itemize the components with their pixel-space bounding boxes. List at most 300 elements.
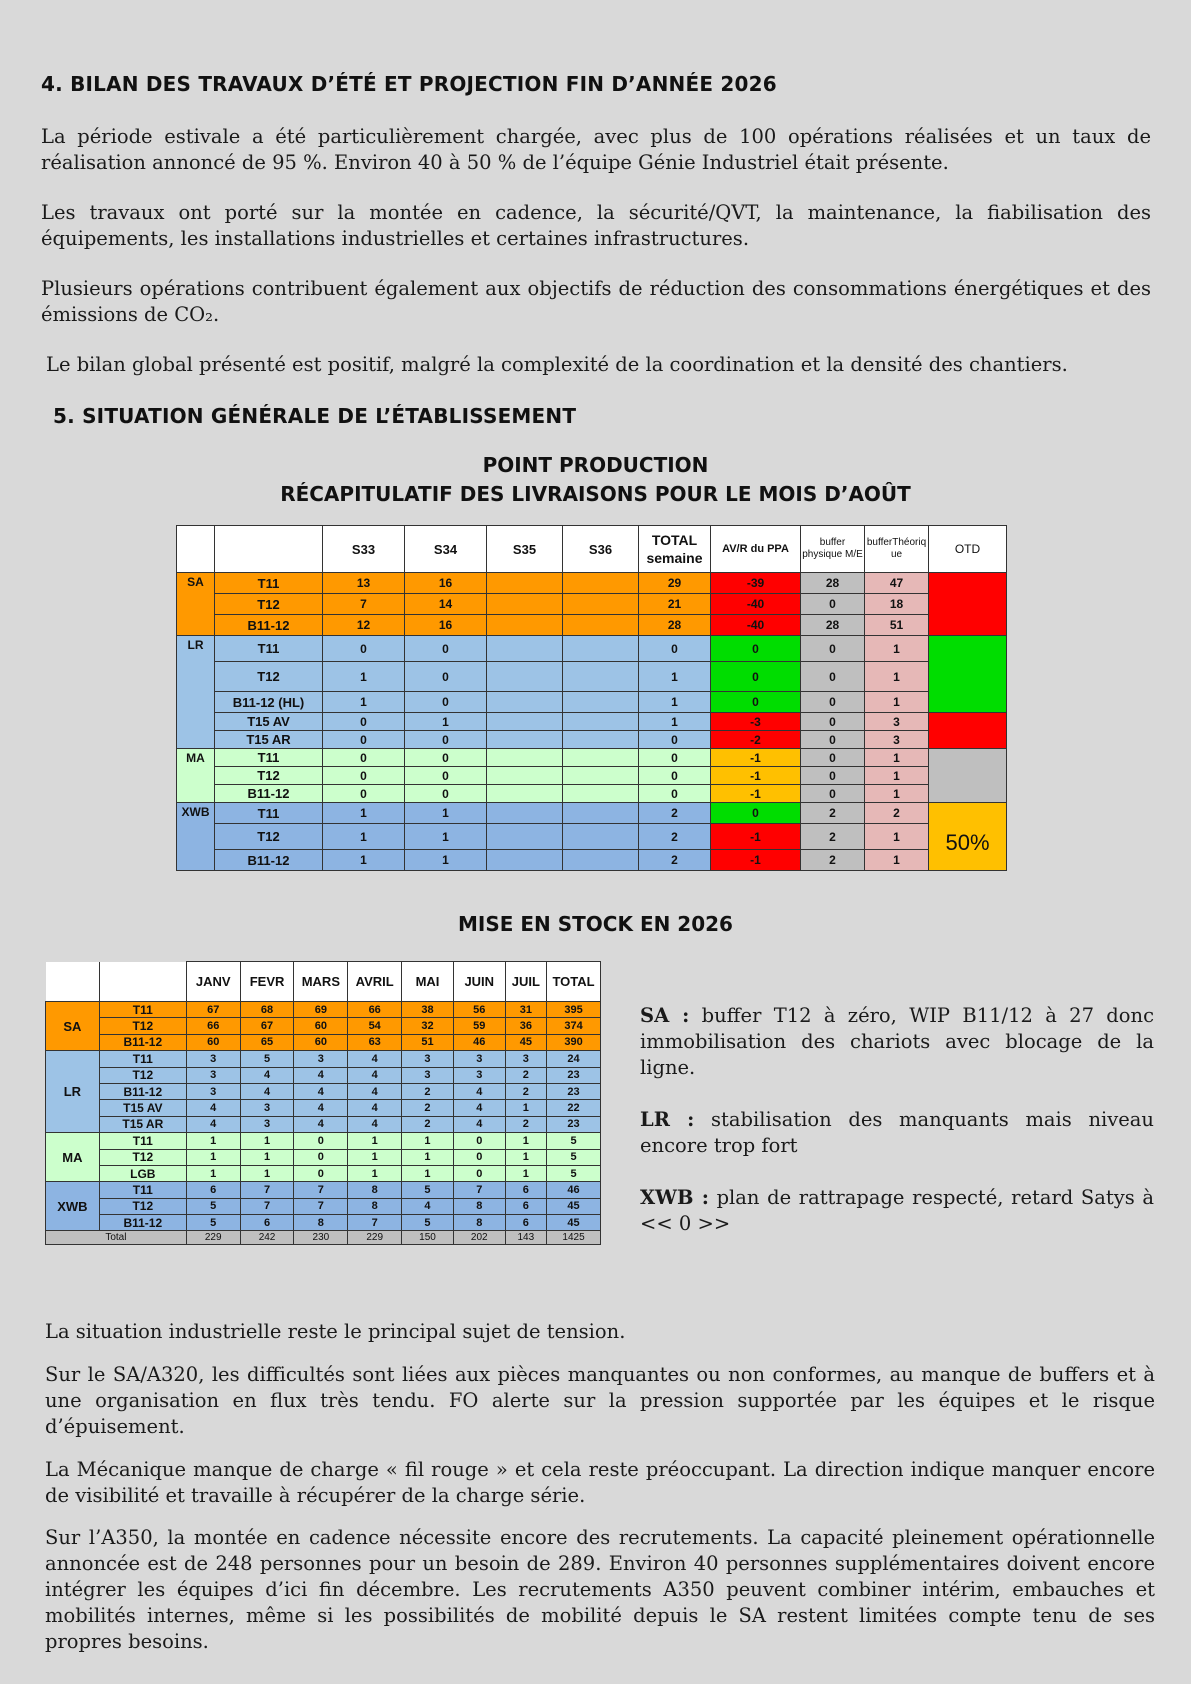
paragraph: Sur l’A350, la montée en cadence nécessite encore des recrutements. La capacité pleinement opérationnelle annoncée est de 248 personnes pour un besoin de 289. Environ 40 personnes supplémentaires doivent encore intégrer les équipes d’ici fin décembre. Les recrutements A350 peuvent combiner intérim, embauches et mobilités internes, même si les possibilités de mobilité depuis le SA restent limitées compte tenu de ses propres besoins. (45, 1526, 1155, 1653)
data-cell (563, 713, 639, 731)
otd-cell (929, 636, 1007, 713)
data-cell: 0 (711, 803, 801, 824)
data-cell: 4 (348, 1051, 402, 1067)
data-cell: 1 (323, 824, 405, 850)
data-cell: 2 (505, 1067, 546, 1083)
data-cell: 5 (186, 1215, 240, 1231)
data-cell: 4 (294, 1083, 348, 1099)
data-cell: 46 (453, 1034, 505, 1050)
row-label: T15 AR (99, 1116, 186, 1132)
paragraph: La Mécanique manque de charge « fil rouge » et cela reste préoccupant. La direction indique manquer encore de visibilité et travaille à récupérer de la charge série. (45, 1458, 1155, 1507)
data-cell: 4 (348, 1100, 402, 1116)
data-cell: 0 (801, 713, 865, 731)
data-cell: 1 (186, 1133, 240, 1149)
data-cell: 5 (402, 1215, 454, 1231)
data-cell: 1 (348, 1149, 402, 1165)
table-row (177, 850, 1007, 871)
data-cell: 0 (323, 767, 405, 785)
data-cell: 0 (639, 785, 711, 803)
total-row (46, 1231, 601, 1245)
side-note-label: XWB : (640, 1186, 709, 1209)
data-cell: 23 (547, 1116, 601, 1132)
data-cell: 0 (453, 1165, 505, 1181)
data-cell: 4 (186, 1116, 240, 1132)
data-cell: 66 (186, 1018, 240, 1034)
data-cell: 7 (240, 1198, 294, 1214)
data-cell (487, 785, 563, 803)
table-row (177, 803, 1007, 824)
table-row (177, 573, 1007, 594)
paragraph: Les travaux ont porté sur la montée en cadence, la sécurité/QVT, la maintenance, la fiabilisation des équipements, les installations industrielles et certaines infrastructures. (41, 201, 1151, 250)
data-cell: 0 (323, 713, 405, 731)
data-cell: 6 (505, 1198, 546, 1214)
data-cell: 2 (801, 850, 865, 871)
header-cell: S34 (405, 526, 487, 573)
data-cell (487, 636, 563, 662)
data-cell: 4 (348, 1083, 402, 1099)
table-row (46, 1133, 601, 1149)
data-cell: 6 (505, 1182, 546, 1198)
production-title: POINT PRODUCTION (482, 453, 709, 477)
header-blank (46, 962, 100, 1002)
data-cell: 0 (711, 662, 801, 692)
data-cell (563, 749, 639, 767)
row-label: T12 (215, 594, 323, 615)
table-row (46, 1182, 601, 1198)
data-cell (563, 594, 639, 615)
data-cell: 0 (323, 731, 405, 749)
total-cell: 229 (186, 1231, 240, 1245)
table-row (46, 1116, 601, 1132)
data-cell: 8 (348, 1198, 402, 1214)
data-cell: 1 (323, 662, 405, 692)
data-cell: 6 (186, 1182, 240, 1198)
data-cell: 1 (505, 1149, 546, 1165)
row-label: T12 (99, 1018, 186, 1034)
data-cell: 1 (323, 850, 405, 871)
header-cell: buffer physique M/E (801, 526, 865, 573)
row-label: T11 (215, 749, 323, 767)
header-cell: MARS (294, 962, 348, 1002)
data-cell: 0 (801, 662, 865, 692)
data-cell (563, 573, 639, 594)
data-cell: 45 (505, 1034, 546, 1050)
data-cell (563, 850, 639, 871)
data-cell: 6 (505, 1215, 546, 1231)
row-label: T12 (215, 767, 323, 785)
data-cell: 0 (453, 1149, 505, 1165)
data-cell: 32 (402, 1018, 454, 1034)
data-cell (487, 594, 563, 615)
data-cell: 7 (294, 1198, 348, 1214)
data-cell: 1 (405, 824, 487, 850)
data-cell: 0 (639, 731, 711, 749)
row-label: T15 AV (215, 713, 323, 731)
data-cell: 3 (453, 1067, 505, 1083)
data-cell: 51 (865, 615, 929, 636)
data-cell: 51 (402, 1034, 454, 1050)
data-cell: 2 (639, 803, 711, 824)
data-cell: 1 (402, 1165, 454, 1181)
data-cell: 56 (453, 1002, 505, 1018)
row-label: T11 (215, 803, 323, 824)
row-label: B11-12 (215, 615, 323, 636)
paragraph: Le bilan global présenté est positif, malgré la complexité de la coordination et la densité des chantiers. (46, 353, 1068, 376)
data-cell: 5 (402, 1182, 454, 1198)
data-cell: -39 (711, 573, 801, 594)
data-cell: 54 (348, 1018, 402, 1034)
header-cell: bufferThéorique (865, 526, 929, 573)
data-cell: 4 (294, 1116, 348, 1132)
table-row (46, 1083, 601, 1099)
data-cell: 4 (348, 1116, 402, 1132)
data-cell: 0 (405, 785, 487, 803)
data-cell: 1 (639, 713, 711, 731)
data-cell: 0 (405, 662, 487, 692)
data-cell: 2 (402, 1100, 454, 1116)
data-cell: 36 (505, 1018, 546, 1034)
data-cell: 67 (240, 1018, 294, 1034)
side-notes (640, 1003, 1154, 1263)
data-cell (487, 615, 563, 636)
row-label: T11 (215, 573, 323, 594)
data-cell: 3 (186, 1083, 240, 1099)
data-cell: -3 (711, 713, 801, 731)
data-cell: 0 (711, 636, 801, 662)
table-row (46, 1165, 601, 1181)
data-cell: 18 (865, 594, 929, 615)
group-label: XWB (46, 1182, 100, 1231)
data-cell: 59 (453, 1018, 505, 1034)
data-cell: 28 (639, 615, 711, 636)
row-label: T12 (215, 824, 323, 850)
data-cell: 3 (402, 1067, 454, 1083)
table-row (177, 615, 1007, 636)
data-cell: 1 (865, 850, 929, 871)
data-cell: 2 (505, 1116, 546, 1132)
data-cell: 1 (240, 1149, 294, 1165)
data-cell (487, 731, 563, 749)
data-cell: 1 (505, 1165, 546, 1181)
data-cell: 1 (505, 1100, 546, 1116)
data-cell: 1 (323, 803, 405, 824)
table-row (177, 713, 1007, 731)
data-cell: 4 (240, 1083, 294, 1099)
paragraph: La situation industrielle reste le principal sujet de tension. (45, 1320, 626, 1343)
data-cell: 2 (639, 850, 711, 871)
data-cell: 0 (405, 767, 487, 785)
data-cell: 60 (186, 1034, 240, 1050)
data-cell: 1 (865, 767, 929, 785)
header-cell: AV/R du PPA (711, 526, 801, 573)
data-cell: 45 (547, 1215, 601, 1231)
data-cell: 7 (323, 594, 405, 615)
header-cell: S36 (563, 526, 639, 573)
table-row (177, 594, 1007, 615)
data-cell: 4 (240, 1067, 294, 1083)
data-cell: 0 (323, 749, 405, 767)
paragraph: Plusieurs opérations contribuent également aux objectifs de réduction des consommations énergétiques et des émissions de CO₂. (41, 277, 1151, 326)
data-cell (563, 767, 639, 785)
data-cell: 0 (294, 1165, 348, 1181)
section-5-title: 5. SITUATION GÉNÉRALE DE L’ÉTABLISSEMENT (53, 404, 577, 428)
side-note-text: buffer T12 à zéro, WIP B11/12 à 27 donc immobilisation des chariots avec blocage de la ligne. (640, 1004, 1154, 1079)
data-cell: 23 (547, 1067, 601, 1083)
data-cell: 38 (402, 1002, 454, 1018)
data-cell: 2 (402, 1116, 454, 1132)
group-label: SA (46, 1002, 100, 1051)
data-cell: -1 (711, 785, 801, 803)
data-cell: 0 (639, 767, 711, 785)
data-cell: 1 (323, 692, 405, 713)
data-cell (487, 692, 563, 713)
header-blank (177, 526, 215, 573)
data-cell: 4 (453, 1083, 505, 1099)
paragraph: Sur le SA/A320, les difficultés sont liées aux pièces manquantes ou non conformes, au manque de buffers et à une organisation en flux très tendu. FO alerte sur la pression supportée par les équipes et le risque d’épuisement. (45, 1363, 1155, 1438)
data-cell (487, 850, 563, 871)
data-cell: 16 (405, 573, 487, 594)
data-cell (563, 615, 639, 636)
data-cell: 1 (865, 824, 929, 850)
data-cell: 3 (865, 731, 929, 749)
data-cell: 1 (639, 692, 711, 713)
data-cell: 0 (801, 594, 865, 615)
total-cell: 150 (402, 1231, 454, 1245)
row-label: B11-12 (99, 1034, 186, 1050)
header-cell: S35 (487, 526, 563, 573)
data-cell: 3 (240, 1100, 294, 1116)
data-cell: 8 (348, 1182, 402, 1198)
header-cell: TOTAL semaine (639, 526, 711, 573)
data-cell: 47 (865, 573, 929, 594)
data-cell: 28 (801, 573, 865, 594)
data-cell: 2 (505, 1083, 546, 1099)
data-cell: 0 (801, 749, 865, 767)
total-label: Total (46, 1231, 187, 1245)
data-cell: -40 (711, 594, 801, 615)
table-row (177, 662, 1007, 692)
data-cell: 7 (294, 1182, 348, 1198)
data-cell: 0 (323, 785, 405, 803)
table-row (46, 1051, 601, 1067)
header-cell: JUIN (453, 962, 505, 1002)
row-label: B11-12 (215, 785, 323, 803)
data-cell: 60 (294, 1018, 348, 1034)
data-cell: 0 (801, 767, 865, 785)
data-cell: 23 (547, 1083, 601, 1099)
otd-cell (929, 749, 1007, 803)
row-label: T11 (99, 1133, 186, 1149)
data-cell (487, 749, 563, 767)
data-cell (563, 731, 639, 749)
data-cell: 1 (405, 713, 487, 731)
data-cell: 1 (639, 662, 711, 692)
data-cell: -1 (711, 749, 801, 767)
row-label: T15 AR (215, 731, 323, 749)
data-cell: -1 (711, 767, 801, 785)
data-cell: 1 (405, 850, 487, 871)
data-cell: 46 (547, 1182, 601, 1198)
row-label: LGB (99, 1165, 186, 1181)
otd-cell (929, 713, 1007, 749)
data-cell: 5 (186, 1198, 240, 1214)
group-label: LR (177, 636, 215, 749)
data-cell: 5 (547, 1133, 601, 1149)
row-label: T11 (99, 1051, 186, 1067)
table-row (177, 731, 1007, 749)
total-cell: 242 (240, 1231, 294, 1245)
table-row (46, 1198, 601, 1214)
header-cell: MAI (402, 962, 454, 1002)
table-row (177, 824, 1007, 850)
table-row (46, 1149, 601, 1165)
header-cell: AVRIL (348, 962, 402, 1002)
data-cell: -1 (711, 824, 801, 850)
header-cell: FEVR (240, 962, 294, 1002)
data-cell: 0 (405, 731, 487, 749)
row-label: B11-12 (99, 1083, 186, 1099)
group-label: XWB (177, 803, 215, 871)
data-cell: 13 (323, 573, 405, 594)
data-cell: 3 (186, 1067, 240, 1083)
data-cell: 67 (186, 1002, 240, 1018)
header-cell: JUIL (505, 962, 546, 1002)
table-row (177, 767, 1007, 785)
header-cell: JANV (186, 962, 240, 1002)
total-cell: 202 (453, 1231, 505, 1245)
data-cell: 65 (240, 1034, 294, 1050)
paragraph: La période estivale a été particulièrement chargée, avec plus de 100 opérations réalisées et un taux de réalisation annoncé de 95 %. Environ 40 à 50 % de l’équipe Génie Industriel était présente. (41, 125, 1151, 174)
header-cell: TOTAL (547, 962, 601, 1002)
data-cell: 8 (453, 1198, 505, 1214)
otd-cell (929, 573, 1007, 636)
data-cell: 1 (405, 803, 487, 824)
data-cell (563, 824, 639, 850)
data-cell: 1 (186, 1165, 240, 1181)
data-cell: 45 (547, 1198, 601, 1214)
deliveries-table (176, 525, 1007, 871)
data-cell: 69 (294, 1002, 348, 1018)
data-cell: 4 (402, 1198, 454, 1214)
data-cell: 1 (348, 1165, 402, 1181)
data-cell: 1 (865, 636, 929, 662)
data-cell: 7 (453, 1182, 505, 1198)
data-cell: 1 (240, 1165, 294, 1181)
data-cell: 0 (405, 749, 487, 767)
group-label: MA (177, 749, 215, 803)
data-cell: 0 (801, 731, 865, 749)
table-row (46, 1034, 601, 1050)
row-label: B11-12 (HL) (215, 692, 323, 713)
side-note-text: stabilisation des manquants mais niveau encore trop fort (640, 1108, 1154, 1157)
table-row (177, 749, 1007, 767)
data-cell: -1 (711, 850, 801, 871)
data-cell: 66 (348, 1002, 402, 1018)
group-label: LR (46, 1051, 100, 1133)
row-label: T12 (99, 1149, 186, 1165)
data-cell: 1 (865, 692, 929, 713)
otd-cell: 50% (929, 803, 1007, 871)
production-subtitle: RÉCAPITULATIF DES LIVRAISONS POUR LE MOIS D’AOÛT (280, 482, 911, 506)
data-cell: 0 (639, 749, 711, 767)
data-cell: 0 (801, 636, 865, 662)
data-cell: 29 (639, 573, 711, 594)
header-blank (99, 962, 186, 1002)
data-cell: 4 (453, 1116, 505, 1132)
data-cell: 3 (505, 1051, 546, 1067)
row-label: T15 AV (99, 1100, 186, 1116)
data-cell: 4 (453, 1100, 505, 1116)
data-cell: 5 (547, 1149, 601, 1165)
data-cell: 1 (240, 1133, 294, 1149)
header-cell: S33 (323, 526, 405, 573)
data-cell: 0 (801, 785, 865, 803)
data-cell: 22 (547, 1100, 601, 1116)
data-cell: 0 (294, 1133, 348, 1149)
data-cell: 2 (402, 1083, 454, 1099)
data-cell: 395 (547, 1002, 601, 1018)
data-cell: 7 (348, 1215, 402, 1231)
data-cell: 3 (240, 1116, 294, 1132)
data-cell: 4 (294, 1100, 348, 1116)
data-cell: 1 (402, 1133, 454, 1149)
data-cell: 14 (405, 594, 487, 615)
data-cell: 2 (801, 803, 865, 824)
data-cell: 4 (294, 1067, 348, 1083)
side-note-label: LR : (640, 1108, 695, 1131)
data-cell (487, 662, 563, 692)
data-cell: 6 (240, 1215, 294, 1231)
data-cell (563, 662, 639, 692)
data-cell: 0 (405, 636, 487, 662)
data-cell: 3 (186, 1051, 240, 1067)
data-cell: 1 (865, 749, 929, 767)
data-cell (487, 713, 563, 731)
side-note (640, 1185, 1154, 1237)
row-label: T11 (99, 1002, 186, 1018)
row-label: T11 (215, 636, 323, 662)
data-cell: 3 (865, 713, 929, 731)
data-cell: 0 (323, 636, 405, 662)
data-cell: 60 (294, 1034, 348, 1050)
data-cell (487, 767, 563, 785)
data-cell: 2 (865, 803, 929, 824)
section-4-title: 4. BILAN DES TRAVAUX D’ÉTÉ ET PROJECTION FIN D’ANNÉE 2026 (41, 72, 777, 96)
table-row (177, 692, 1007, 713)
data-cell: 1 (505, 1133, 546, 1149)
data-cell: 24 (547, 1051, 601, 1067)
row-label: T12 (99, 1067, 186, 1083)
side-note-label: SA : (640, 1004, 690, 1027)
row-label: T12 (215, 662, 323, 692)
data-cell: 8 (294, 1215, 348, 1231)
data-cell: 21 (639, 594, 711, 615)
header-blank (215, 526, 323, 573)
data-cell: 2 (801, 824, 865, 850)
side-note (640, 1107, 1154, 1159)
table-row (177, 785, 1007, 803)
table-row (177, 636, 1007, 662)
data-cell: 5 (547, 1165, 601, 1181)
total-cell: 143 (505, 1231, 546, 1245)
data-cell: 4 (186, 1100, 240, 1116)
data-cell: 68 (240, 1002, 294, 1018)
row-label: T11 (99, 1182, 186, 1198)
row-label: B11-12 (99, 1215, 186, 1231)
data-cell: 63 (348, 1034, 402, 1050)
data-cell (563, 692, 639, 713)
stock-title: MISE EN STOCK EN 2026 (458, 912, 733, 936)
